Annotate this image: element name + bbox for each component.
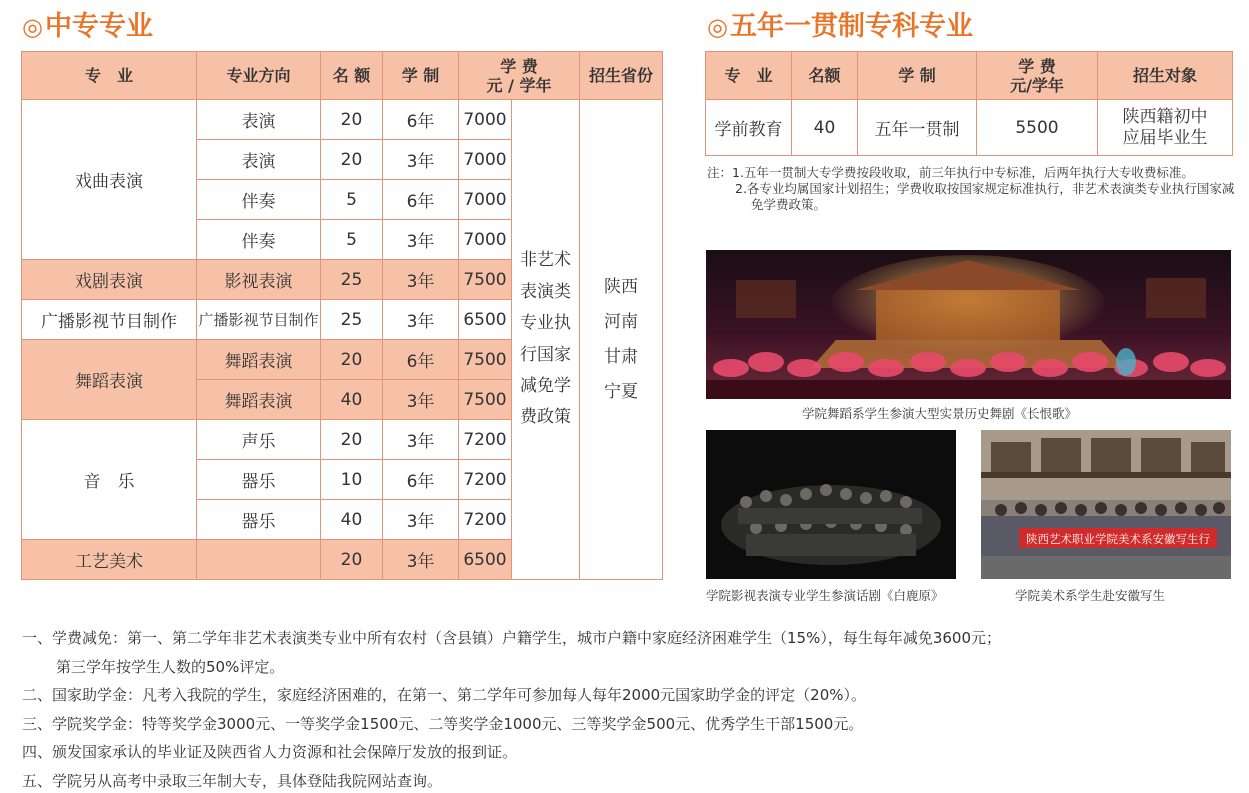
left-section-title: ◎中专专业 — [22, 11, 153, 42]
fee-policy-cell: 非艺术 表演类 专业执 行国家 减免学 费政策 — [512, 100, 580, 580]
quota-cell: 25 — [321, 300, 383, 340]
header-direction: 专业方向 — [197, 52, 321, 100]
quota-cell: 40 — [321, 500, 383, 540]
secondary-majors-table — [21, 51, 663, 580]
fee-cell: 6500 — [459, 540, 512, 580]
fee-cell: 6500 — [459, 300, 512, 340]
target-cell: 陕西籍初中 应届毕业生 — [1098, 100, 1233, 156]
list-item: 四、颁发国家承认的毕业证及陕西省人力资源和社会保障厅发放的报到证。 — [22, 743, 518, 761]
header-duration: 学 制 — [383, 52, 459, 100]
quota-cell: 10 — [321, 460, 383, 500]
quota-cell: 20 — [321, 540, 383, 580]
double-circle-icon: ◎ — [707, 13, 728, 41]
fee-cell: 7200 — [459, 460, 512, 500]
fee-cell: 7000 — [459, 180, 512, 220]
duration-cell: 6年 — [383, 340, 459, 380]
caption-art-photo: 学院美术系学生赴安徽写生 — [1015, 588, 1166, 603]
header-quota: 名额 — [792, 52, 858, 100]
major-cell: 戏曲表演 — [22, 100, 197, 260]
header-tuition: 学 费 元/学年 — [977, 52, 1098, 100]
list-item: 第三学年按学生人数的50%评定。 — [56, 657, 285, 676]
banner-text: 陕西艺术职业学院美术系安徽写生行 — [1026, 532, 1210, 546]
major-cell: 工艺美术 — [22, 540, 197, 580]
header-major: 专 业 — [22, 52, 197, 100]
quota-cell: 25 — [321, 260, 383, 300]
direction-cell: 器乐 — [197, 500, 321, 540]
direction-cell: 伴奏 — [197, 220, 321, 260]
major-cell: 戏剧表演 — [22, 260, 197, 300]
fee-cell: 5500 — [977, 100, 1098, 156]
art-trip-photo — [981, 430, 1231, 579]
dance-performance-photo — [706, 250, 1231, 399]
direction-cell: 表演 — [197, 100, 321, 140]
fee-cell: 7500 — [459, 380, 512, 420]
list-item: 二、国家助学金：凡考入我院的学生，家庭经济困难的，在第一、第二学年可参加每人每年2000元国家助学金的评定（20%）。 — [22, 686, 867, 704]
note-2: 2.各专业均属国家计划招生；学费收取按国家规定标准执行，非艺术表演类专业执行国家减免学费政策。 — [735, 181, 1235, 212]
duration-cell: 3年 — [383, 260, 459, 300]
drama-performance-photo — [706, 430, 956, 579]
table-row — [22, 100, 663, 140]
quota-cell: 5 — [321, 180, 383, 220]
quota-cell: 5 — [321, 220, 383, 260]
major-cell: 音 乐 — [22, 420, 197, 540]
direction-cell: 伴奏 — [197, 180, 321, 220]
fee-cell: 7000 — [459, 140, 512, 180]
duration-cell: 3年 — [383, 140, 459, 180]
direction-cell: 舞蹈表演 — [197, 340, 321, 380]
quota-cell: 40 — [321, 380, 383, 420]
header-province: 招生省份 — [580, 52, 663, 100]
major-cell: 广播影视节目制作 — [22, 300, 197, 340]
direction-cell: 表演 — [197, 140, 321, 180]
direction-cell: 广播影视节目制作 — [197, 300, 321, 340]
fee-cell: 7200 — [459, 500, 512, 540]
table-row — [706, 100, 1233, 156]
duration-cell: 3年 — [383, 500, 459, 540]
direction-cell: 影视表演 — [197, 260, 321, 300]
major-cell: 舞蹈表演 — [22, 340, 197, 420]
header-quota: 名 额 — [321, 52, 383, 100]
caption-dance-photo: 学院舞蹈系学生参演大型实景历史舞剧《长恨歌》 — [802, 406, 1078, 421]
major-cell: 学前教育 — [706, 100, 792, 156]
table-header-row — [706, 52, 1233, 100]
fee-cell: 7000 — [459, 220, 512, 260]
duration-cell: 3年 — [383, 540, 459, 580]
quota-cell: 20 — [321, 140, 383, 180]
list-item: 五、学院另从高考中录取三年制大专，具体登陆我院网站查询。 — [22, 771, 443, 790]
duration-cell: 6年 — [383, 460, 459, 500]
header-target: 招生对象 — [1098, 52, 1233, 100]
right-section-title: ◎五年一贯制专科专业 — [707, 11, 973, 42]
caption-drama-photo: 学院影视表演专业学生参演话剧《白鹿原》 — [706, 588, 944, 603]
quota-cell: 20 — [321, 340, 383, 380]
five-year-program-table — [705, 51, 1233, 156]
duration-cell: 3年 — [383, 380, 459, 420]
direction-cell: 器乐 — [197, 460, 321, 500]
duration-cell: 3年 — [383, 420, 459, 460]
direction-cell — [197, 540, 321, 580]
direction-cell: 舞蹈表演 — [197, 380, 321, 420]
quota-cell: 20 — [321, 100, 383, 140]
quota-cell: 20 — [321, 420, 383, 460]
double-circle-icon: ◎ — [22, 13, 43, 41]
duration-cell: 6年 — [383, 100, 459, 140]
fee-cell: 7200 — [459, 420, 512, 460]
note-1: 注：1.五年一贯制大专学费按段收取，前三年执行中专标准，后两年执行大专收费标准。 — [707, 165, 1194, 180]
duration-cell: 五年一贯制 — [858, 100, 977, 156]
fee-cell: 7500 — [459, 340, 512, 380]
header-duration: 学 制 — [858, 52, 977, 100]
header-tuition: 学 费 元 / 学年 — [459, 52, 580, 100]
duration-cell: 3年 — [383, 220, 459, 260]
table-header-row — [22, 52, 663, 100]
duration-cell: 3年 — [383, 300, 459, 340]
quota-cell: 40 — [792, 100, 858, 156]
fee-cell: 7500 — [459, 260, 512, 300]
list-item: 一、学费减免：第一、第二学年非艺术表演类专业中所有农村（含县镇）户籍学生，城市户籍中家庭经济困难学生（15%），每生每年减免3600元； — [22, 629, 1002, 647]
header-major: 专 业 — [706, 52, 792, 100]
direction-cell: 声乐 — [197, 420, 321, 460]
fee-cell: 7000 — [459, 100, 512, 140]
policy-list — [22, 624, 1237, 793]
list-item: 三、学院奖学金：特等奖学金3000元、一等奖学金1500元、二等奖学金1000元、三等奖学金500元、优秀学生干部1500元。 — [22, 714, 864, 733]
duration-cell: 6年 — [383, 180, 459, 220]
province-cell: 陕西 河南 甘肃 宁夏 — [580, 100, 663, 580]
table-notes — [707, 165, 1237, 213]
